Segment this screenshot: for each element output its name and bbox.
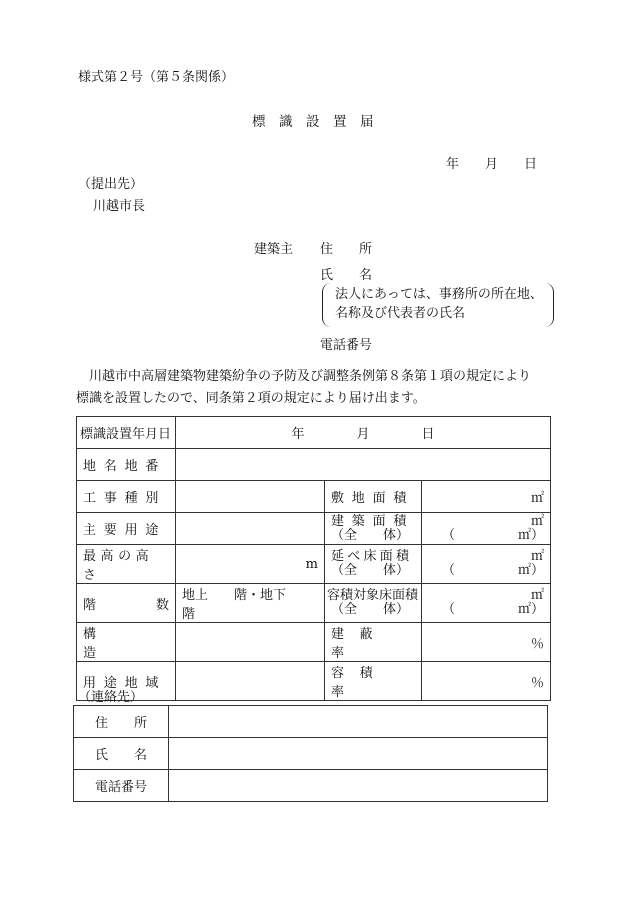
contact-name-label: 氏 名	[74, 738, 169, 770]
coverage-value[interactable]: ％	[422, 623, 551, 662]
lot-label: 地名地番	[77, 449, 176, 481]
far-label: 容積率	[325, 662, 422, 701]
work-type-value[interactable]	[176, 481, 325, 513]
table-row	[77, 513, 551, 545]
contact-name-value[interactable]	[169, 738, 548, 770]
floor-area-label: 延べ床面積 （全 体）	[325, 545, 422, 584]
table-row	[74, 738, 548, 770]
lot-value[interactable]	[176, 449, 551, 481]
work-type-label: 工事種別	[77, 481, 176, 513]
max-height-value[interactable]: m	[176, 545, 325, 584]
site-area-value[interactable]: ㎡	[422, 481, 551, 513]
applicant-phone-label: 電話番号	[320, 338, 373, 353]
install-date-value[interactable]: 年 月 日	[176, 417, 551, 449]
structure-value[interactable]	[176, 623, 325, 662]
table-row	[77, 449, 551, 481]
table-row	[74, 770, 548, 802]
target-floor-area-value[interactable]: ㎡ （ ㎡）	[422, 584, 551, 623]
target-floor-area-label: 容積対象床面積 （全 体）	[325, 584, 422, 623]
coverage-label: 建蔽率	[325, 623, 422, 662]
table-row	[77, 545, 551, 584]
submit-to-label: （提出先）	[78, 177, 144, 192]
install-date-label: 標識設置年月日	[77, 417, 176, 449]
floors-value[interactable]: 地上 階・地下 階	[176, 584, 325, 623]
site-area-label: 敷地面積	[325, 481, 422, 513]
building-area-label: 建築面積 （全 体）	[325, 513, 422, 545]
applicant-name-label: 氏 名	[320, 268, 373, 283]
table-row	[77, 623, 551, 662]
corp-note-line2: 名称及び代表者の氏名	[335, 306, 466, 321]
body-line1: 川越市中高層建築物建築紛争の予防及び調整条例第８条第１項の規定により	[76, 369, 532, 384]
form-title: 標 識 設 置 届	[252, 114, 374, 130]
structure-label: 構造	[77, 623, 176, 662]
submit-to: 川越市長	[93, 199, 146, 214]
contact-table	[73, 705, 548, 802]
corp-note-line1: 法人にあっては、事務所の所在地、	[335, 287, 543, 302]
contact-phone-value[interactable]	[169, 770, 548, 802]
floor-area-value[interactable]: ㎡ （ ㎡）	[422, 545, 551, 584]
zone-label: 用途地域	[77, 662, 176, 701]
contact-address-value[interactable]	[169, 706, 548, 738]
max-height-label: 最高の高さ	[77, 545, 176, 584]
far-value[interactable]: ％	[422, 662, 551, 701]
main-use-value[interactable]	[176, 513, 325, 545]
table-row	[77, 662, 551, 701]
table-row	[77, 417, 551, 449]
table-row	[77, 584, 551, 623]
building-area-value[interactable]: ㎡ （ ㎡）	[422, 513, 551, 545]
body-line2: 標識を設置したので、同条第２項の規定により届け出ます。	[76, 391, 426, 406]
applicant-address-label: 住 所	[320, 242, 373, 257]
contact-address-label: 住 所	[74, 706, 169, 738]
form-number: 様式第２号（第５条関係）	[78, 70, 235, 85]
date-line: 年 月 日	[446, 157, 538, 172]
applicant-label: 建築主	[254, 242, 294, 257]
table-row	[74, 706, 548, 738]
contact-heading: （連絡先）	[78, 690, 144, 705]
contact-phone-label: 電話番号	[74, 770, 169, 802]
zone-value[interactable]	[176, 662, 325, 701]
notification-table	[76, 416, 551, 701]
main-use-label: 主要用途	[77, 513, 176, 545]
table-row	[77, 481, 551, 513]
floors-label: 階 数	[77, 584, 176, 623]
